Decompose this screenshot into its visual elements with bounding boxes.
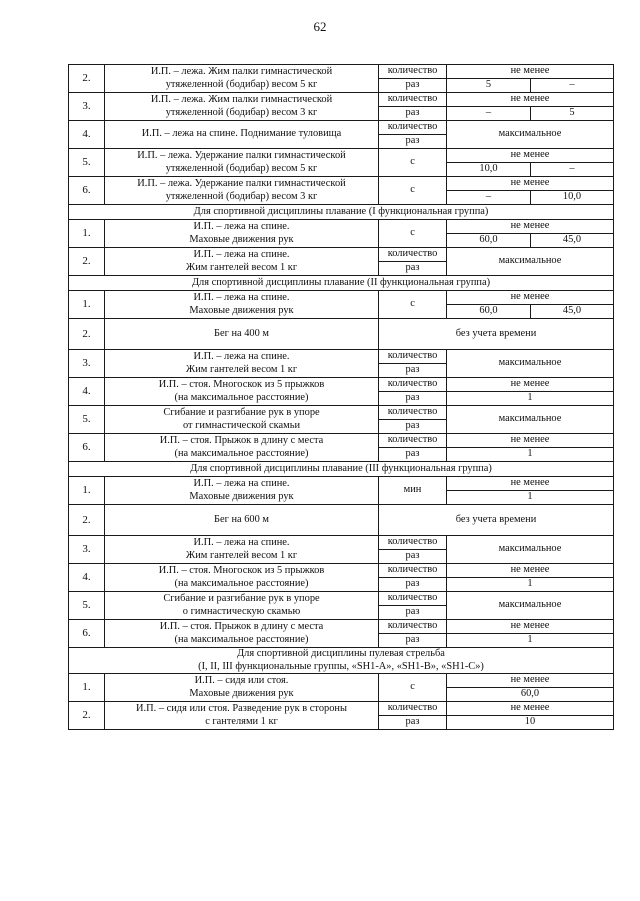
row-number: 2. <box>69 248 105 276</box>
exercise-line: И.П. – сидя или стоя. Разведение рук в стороны <box>136 703 347 714</box>
exercise-cell <box>105 350 379 378</box>
exercise-line: с гантелями 1 кг <box>205 715 278 727</box>
exercise-line: Сгибание и разгибание рук в упоре <box>163 407 320 418</box>
table-row <box>69 434 614 448</box>
exercise-cell <box>105 592 379 620</box>
unit-cell: количество <box>379 248 447 262</box>
section-header-row <box>69 276 614 291</box>
exercise-line: Жим гантелей весом 1 кг <box>185 549 298 561</box>
norm-header: не менее <box>447 291 614 305</box>
value-cell: 5 <box>447 79 531 93</box>
section-header-row <box>69 648 614 674</box>
row-number: 2. <box>69 65 105 93</box>
row-number: 5. <box>69 149 105 177</box>
exercise-line: (на максимальное расстояние) <box>174 577 309 589</box>
unit-cell: количество <box>379 121 447 135</box>
row-number: 4. <box>69 121 105 149</box>
exercise-line: Жим гантелей весом 1 кг <box>185 261 298 273</box>
value-cell: без учета времени <box>379 505 614 536</box>
exercise-cell <box>105 477 379 505</box>
exercise-line: утяжеленной (бодибар) весом 5 кг <box>165 162 318 174</box>
value-cell: 10 <box>447 716 614 730</box>
norm-header: не менее <box>447 674 614 688</box>
unit-cell: раз <box>379 550 447 564</box>
section-title-line: (I, II, III функциональные группы, «SH1-A», «SH1-B», «SH1-C») <box>198 660 484 672</box>
section-title-line: Для спортивной дисциплины пулевая стрельба <box>237 648 445 659</box>
exercise-cell <box>105 620 379 648</box>
exercise-line: И.П. – лежа на спине. <box>193 537 290 548</box>
exercise-line: И.П. – стоя. Многоскок из 5 прыжков <box>158 565 325 576</box>
exercise-cell <box>105 702 379 730</box>
section-header-row <box>69 205 614 220</box>
value-cell: без учета времени <box>379 319 614 350</box>
unit-cell: с <box>379 177 447 205</box>
row-number: 4. <box>69 564 105 592</box>
unit-cell: раз <box>379 135 447 149</box>
exercise-line: И.П. – сидя или стоя. <box>194 675 289 686</box>
row-number: 3. <box>69 93 105 121</box>
exercise-line: И.П. – лежа на спине. <box>193 292 290 303</box>
value-cell: – <box>531 163 614 177</box>
table-row <box>69 536 614 550</box>
section-title: Для спортивной дисциплины плавание (III функциональная группа) <box>69 462 614 477</box>
unit-cell: раз <box>379 262 447 276</box>
unit-cell: раз <box>379 420 447 434</box>
exercise-line: И.П. – стоя. Прыжок в длину с места <box>159 621 324 632</box>
exercise-line: от гимнастической скамьи <box>182 419 301 431</box>
exercise-line: Маховые движения рук <box>189 233 294 245</box>
norm-header: не менее <box>447 220 614 234</box>
exercise-cell <box>105 378 379 406</box>
unit-cell: количество <box>379 564 447 578</box>
norm-header: не менее <box>447 93 614 107</box>
exercise-line: Жим гантелей весом 1 кг <box>185 363 298 375</box>
value-cell: 1 <box>447 634 614 648</box>
value-cell: 10,0 <box>447 163 531 177</box>
row-number: 5. <box>69 406 105 434</box>
exercise-line: о гимнастическую скамью <box>182 605 301 617</box>
unit-cell: раз <box>379 606 447 620</box>
exercise-cell <box>105 149 379 177</box>
unit-cell: количество <box>379 378 447 392</box>
exercise-line: И.П. – стоя. Прыжок в длину с места <box>159 435 324 446</box>
table-row <box>69 406 614 420</box>
unit-cell: с <box>379 291 447 319</box>
exercise-cell <box>105 65 379 93</box>
unit-cell: раз <box>379 634 447 648</box>
table-row <box>69 291 614 305</box>
unit-cell: количество <box>379 65 447 79</box>
row-number: 2. <box>69 319 105 350</box>
norm-header: не менее <box>447 702 614 716</box>
unit-cell: раз <box>379 448 447 462</box>
table-row <box>69 702 614 716</box>
exercise-cell <box>105 564 379 592</box>
value-cell: 10,0 <box>531 191 614 205</box>
standards-table <box>68 64 614 730</box>
unit-cell: с <box>379 674 447 702</box>
row-number: 1. <box>69 291 105 319</box>
exercise-line: утяжеленной (бодибар) весом 3 кг <box>165 190 318 202</box>
exercise-line: И.П. – лежа. Удержание палки гимнастической <box>137 178 346 189</box>
exercise-cell <box>105 434 379 462</box>
row-number: 3. <box>69 536 105 564</box>
value-cell: 5 <box>531 107 614 121</box>
row-number: 4. <box>69 378 105 406</box>
row-number: 2. <box>69 702 105 730</box>
section-title <box>69 648 614 674</box>
exercise-cell <box>105 177 379 205</box>
unit-cell: раз <box>379 79 447 93</box>
norm-header: не менее <box>447 177 614 191</box>
unit-cell: количество <box>379 406 447 420</box>
value-cell: 1 <box>447 392 614 406</box>
table-row <box>69 121 614 135</box>
value-cell: 60,0 <box>447 688 614 702</box>
value-cell: максимальное <box>447 248 614 276</box>
norm-header: не менее <box>447 620 614 634</box>
row-number: 6. <box>69 177 105 205</box>
unit-cell: количество <box>379 702 447 716</box>
exercise-line: Маховые движения рук <box>189 304 294 316</box>
page-number: 62 <box>313 19 327 34</box>
unit-cell: количество <box>379 536 447 550</box>
table-row <box>69 592 614 606</box>
table-row <box>69 674 614 688</box>
value-cell: 60,0 <box>447 234 531 248</box>
value-cell: максимальное <box>447 350 614 378</box>
exercise-cell: Бег на 400 м <box>105 319 379 350</box>
row-number: 1. <box>69 477 105 505</box>
value-cell: максимальное <box>447 121 614 149</box>
exercise-line: Маховые движения рук <box>189 687 294 699</box>
exercise-line: Маховые движения рук <box>189 490 294 502</box>
value-cell: – <box>447 107 531 121</box>
exercise-cell: И.П. – лежа на спине. Поднимание туловища <box>105 121 379 149</box>
unit-cell: раз <box>379 364 447 378</box>
exercise-line: И.П. – лежа на спине. <box>193 351 290 362</box>
norm-header: не менее <box>447 434 614 448</box>
exercise-cell <box>105 93 379 121</box>
table-row <box>69 65 614 79</box>
unit-cell: с <box>379 149 447 177</box>
value-cell: 1 <box>447 491 614 505</box>
exercise-line: утяжеленной (бодибар) весом 3 кг <box>165 106 318 118</box>
exercise-line: (на максимальное расстояние) <box>174 447 309 459</box>
row-number: 5. <box>69 592 105 620</box>
unit-cell: раз <box>379 716 447 730</box>
row-number: 2. <box>69 505 105 536</box>
exercise-line: И.П. – лежа на спине. <box>193 221 290 232</box>
exercise-cell <box>105 406 379 434</box>
row-number: 1. <box>69 674 105 702</box>
exercise-line: И.П. – лежа. Удержание палки гимнастической <box>137 150 346 161</box>
exercise-line: (на максимальное расстояние) <box>174 633 309 645</box>
exercise-line: Сгибание и разгибание рук в упоре <box>163 593 320 604</box>
row-number: 3. <box>69 350 105 378</box>
exercise-cell: Бег на 600 м <box>105 505 379 536</box>
unit-cell: количество <box>379 434 447 448</box>
unit-cell: количество <box>379 592 447 606</box>
table-row <box>69 378 614 392</box>
value-cell: максимальное <box>447 536 614 564</box>
table-row <box>69 620 614 634</box>
exercise-cell <box>105 248 379 276</box>
table-row <box>69 220 614 234</box>
table-row <box>69 93 614 107</box>
table-row <box>69 319 614 350</box>
unit-cell: мин <box>379 477 447 505</box>
section-title: Для спортивной дисциплины плавание (I функциональная группа) <box>69 205 614 220</box>
value-cell: – <box>447 191 531 205</box>
table-row <box>69 477 614 491</box>
value-cell: максимальное <box>447 592 614 620</box>
exercise-line: И.П. – лежа на спине. <box>193 249 290 260</box>
norm-header: не менее <box>447 477 614 491</box>
norm-header: не менее <box>447 564 614 578</box>
value-cell: – <box>531 79 614 93</box>
exercise-cell <box>105 536 379 564</box>
norm-header: не менее <box>447 378 614 392</box>
value-cell: максимальное <box>447 406 614 434</box>
unit-cell: раз <box>379 578 447 592</box>
table-row <box>69 350 614 364</box>
row-number: 1. <box>69 220 105 248</box>
value-cell: 60,0 <box>447 305 531 319</box>
row-number: 6. <box>69 434 105 462</box>
unit-cell: раз <box>379 107 447 121</box>
table-row <box>69 177 614 191</box>
norm-header: не менее <box>447 65 614 79</box>
value-cell: 1 <box>447 578 614 592</box>
unit-cell: количество <box>379 93 447 107</box>
unit-cell: раз <box>379 392 447 406</box>
unit-cell: количество <box>379 350 447 364</box>
exercise-cell <box>105 220 379 248</box>
exercise-line: (на максимальное расстояние) <box>174 391 309 403</box>
exercise-cell <box>105 291 379 319</box>
section-header-row <box>69 462 614 477</box>
norm-header: не менее <box>447 149 614 163</box>
exercise-cell <box>105 674 379 702</box>
unit-cell: количество <box>379 620 447 634</box>
table-row <box>69 149 614 163</box>
exercise-line: И.П. – лежа на спине. <box>193 478 290 489</box>
exercise-line: утяжеленной (бодибар) весом 5 кг <box>165 78 318 90</box>
value-cell: 45,0 <box>531 234 614 248</box>
table-row <box>69 248 614 262</box>
value-cell: 45,0 <box>531 305 614 319</box>
section-title: Для спортивной дисциплины плавание (II функциональная группа) <box>69 276 614 291</box>
table-row <box>69 505 614 536</box>
exercise-line: И.П. – лежа. Жим палки гимнастической <box>150 94 333 105</box>
unit-cell: с <box>379 220 447 248</box>
row-number: 6. <box>69 620 105 648</box>
table-row <box>69 564 614 578</box>
value-cell: 1 <box>447 448 614 462</box>
exercise-line: И.П. – стоя. Многоскок из 5 прыжков <box>158 379 325 390</box>
exercise-line: И.П. – лежа. Жим палки гимнастической <box>150 66 333 77</box>
